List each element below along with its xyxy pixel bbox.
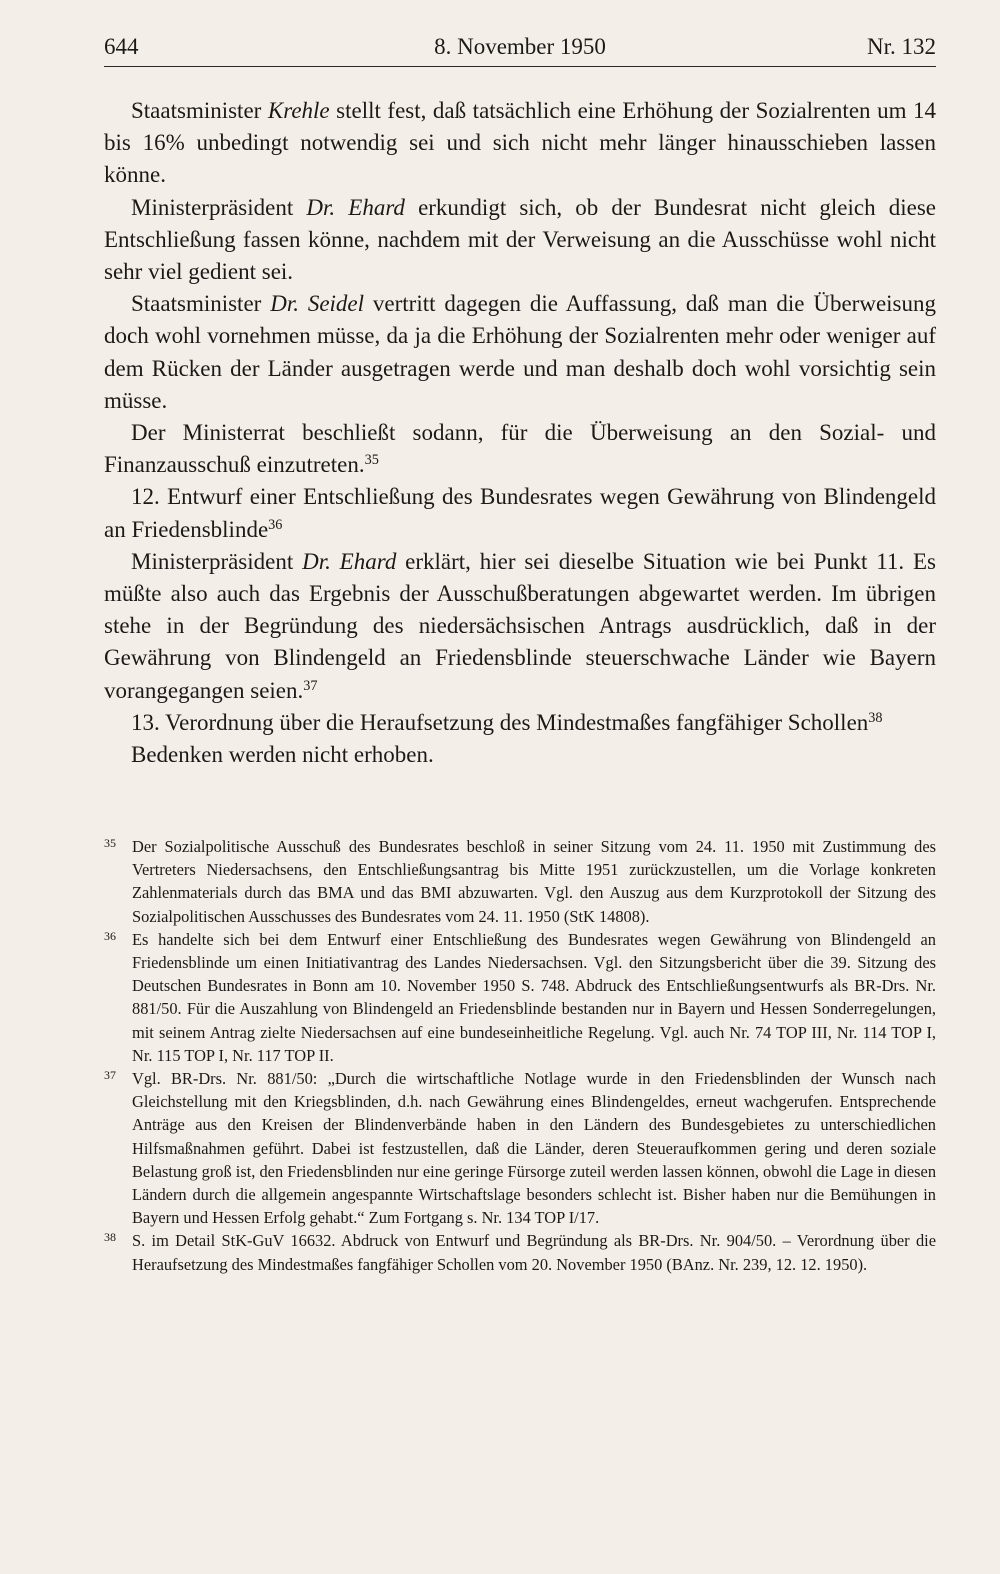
- paragraph-krehle: [104, 95, 936, 192]
- paragraph-ministerrat: [104, 417, 936, 481]
- p2-text-b: erkundigt sich, ob der Bundesrat nicht gleich diese Entschließung fassen könne, nachdem mit der Verweisung an die Ausschüsse wohl nicht sehr viel gedient sei.: [104, 194, 936, 285]
- speaker-name: Dr. Ehard: [306, 194, 405, 220]
- footnote-text: Der Sozialpolitische Ausschuß des Bundesrates beschloß in seiner Sitzung vom 24. 11. 1950 mit Zustimmung des Vertreters Niedersachsens, den Entschließungsantrag bis Mitte 1951 zurückzustellen, um die Vorlage konkreten Zahlenmaterials durch das BMA und das BMI abzuwarten. Vgl. den Auszug aus dem Kurzprotokoll der Sitzung des Sozialpolitischen Ausschusses des Bundesrates vom 24. 11. 1950 (StK 14808).: [132, 837, 936, 926]
- footnote-text: S. im Detail StK-GuV 16632. Abdruck von Entwurf und Begründung als BR-Drs. Nr. 904/50. – Verordnung über die Heraufsetzung des Mindestmaßes fangfähiger Schollen vom 20. November 1950 (BAnz. Nr. 239, 12. 12. 1950).: [132, 1231, 936, 1274]
- page-number: 644: [104, 34, 139, 59]
- paragraph-bedenken: [104, 739, 936, 771]
- running-header: [104, 32, 936, 67]
- header-date: 8. November 1950: [434, 34, 606, 59]
- footnote-number: 37: [104, 1068, 116, 1083]
- p7-text: 13. Verordnung über die Heraufsetzung des Mindestmaßes fangfähiger Schollen: [131, 709, 869, 735]
- paragraph-ehard-2: [104, 546, 936, 707]
- footnote: [104, 928, 936, 1067]
- paragraph-seidel: [104, 288, 936, 417]
- footnote-ref: 36: [268, 516, 283, 533]
- p4-text: Der Ministerrat beschließt sodann, für die Überweisung an den Sozial- und Finanzausschuß einzutreten.: [104, 420, 936, 478]
- agenda-item-12: [104, 481, 936, 545]
- p8-text: Bedenken werden nicht erhoben.: [131, 742, 434, 768]
- footnote-ref: 37: [303, 677, 318, 694]
- footnote: [104, 1229, 936, 1275]
- p1-text-a: Staatsminister: [131, 98, 268, 123]
- agenda-item-13: [104, 707, 936, 739]
- speaker-name: Dr. Ehard: [302, 548, 397, 574]
- p1-text-b: stellt fest, daß tatsächlich eine Erhöhung der Sozialrenten um 14 bis 16% unbedingt notwendig sei und sich nicht mehr länger hinausschieben lassen könne.: [104, 98, 936, 188]
- footnote: [104, 835, 936, 928]
- speaker-name: Krehle: [267, 98, 330, 123]
- footnote: [104, 1067, 936, 1229]
- footnote-text: Es handelte sich bei dem Entwurf einer Entschließung des Bundesrates wegen Gewährung von Blindengeld an Friedensblinde um einen Initiativantrag des Landes Niedersachsen. Vgl. den Sitzungsbericht über die 39. Sitzung des Deutschen Bundesrates in Bonn am 10. November 1950 S. 748. Abdruck des Entschließungsentwurfs als BR-Drs. Nr. 881/50. Für die Auszahlung von Blindengeld an Friedensblinde bestanden nur in Bayern und Hessen Sonderregelungen, mit seinem Antrag zielte Niedersachsen auf eine bundeseinheitliche Regelung. Vgl. auch Nr. 74 TOP III, Nr. 114 TOP I, Nr. 115 TOP I, Nr. 117 TOP II.: [132, 929, 936, 1065]
- speaker-name: Dr. Seidel: [270, 291, 365, 317]
- footnote-ref: 35: [364, 452, 379, 469]
- p6-text-a: Ministerpräsident: [131, 548, 303, 574]
- paragraph-ehard-1: [104, 192, 936, 289]
- footnote-number: 38: [104, 1230, 116, 1245]
- main-text: [104, 95, 936, 771]
- footnote-number: 36: [104, 928, 116, 943]
- p2-text-a: Ministerpräsident: [131, 194, 307, 220]
- footnotes: [104, 835, 936, 1276]
- footnote-ref: 38: [868, 710, 883, 727]
- p3-text-a: Staatsminister: [131, 291, 271, 317]
- footnote-number: 35: [104, 836, 116, 850]
- p3-text-b: vertritt dagegen die Auffassung, daß man die Überweisung doch wohl vornehmen müsse, da ja die Erhöhung der Sozialrenten mehr oder weniger auf dem Rücken der Länder ausgetragen werde und man deshalb doch wohl vorsichtig sein müsse.: [104, 291, 936, 413]
- p6-text-b: erklärt, hier sei dieselbe Situation wie bei Punkt 11. Es müßte also auch das Ergebnis der Ausschußberatungen abgewartet werden. Im übrigen stehe in der Begründung des niedersächsischen Antrags ausdrücklich, daß in der Gewährung von Blindengeld an Friedensblinde steuerschwache Länder wie Bayern vorangegangen seien.: [104, 548, 936, 703]
- p5-text: 12. Entwurf einer Entschließung des Bundesrates wegen Gewährung von Blindengeld an Friedensblinde: [104, 484, 936, 542]
- header-issue: Nr. 132: [867, 34, 936, 59]
- footnote-text: Vgl. BR-Drs. Nr. 881/50: „Durch die wirtschaftliche Notlage wurde in den Friedensblinden der Wunsch nach Gleichstellung mit den Kriegsblinden, d.h. nach Gewährung eines Blindengeldes, erneut wachgerufen. Entsprechende Anträge aus den Kreisen der Blindenverbände haben in den Ländern des Bundesgebietes zu unterschiedlichen Hilfsmaßnahmen geführt. Dabei ist festzustellen, daß die Länder, deren Steueraufkommen gering und deren soziale Belastung groß ist, den Friedensblinden nur eine geringe Fürsorge zuteil werden lassen können, obwohl die Lage in diesen Ländern durch die allgemein angespannte Wirtschaftslage besonders schlecht ist. Bisher haben nur die Bemühungen in Bayern und Hessen Erfolg gehabt.“ Zum Fortgang s. Nr. 134 TOP I/17.: [132, 1069, 937, 1228]
